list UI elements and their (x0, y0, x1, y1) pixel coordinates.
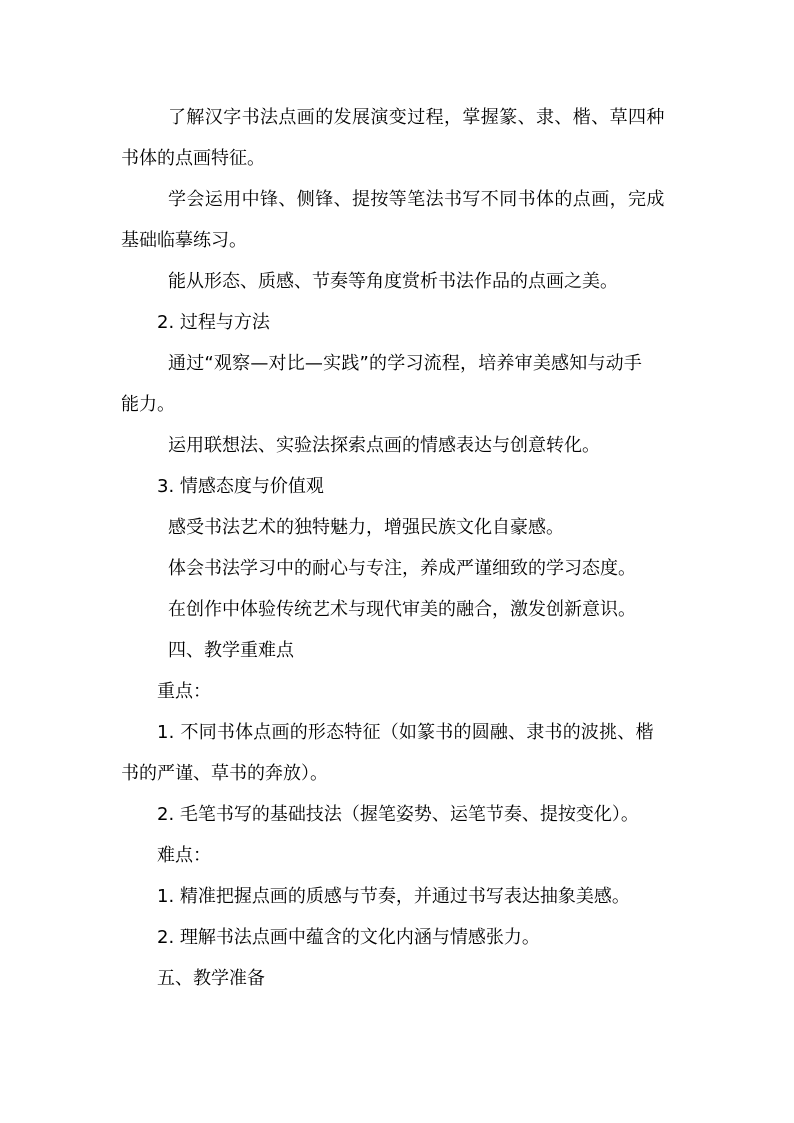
text-line: 2. 理解书法点画中蕴含的文化内涵与情感张力。 (157, 927, 540, 948)
text-line: 学会运用中锋、侧锋、提按等笔法书写不同书体的点画，完成 (168, 189, 665, 210)
text-line: 在创作中体验传统艺术与现代审美的融合，激发创新意识。 (168, 599, 636, 620)
text-line: 2. 过程与方法 (157, 312, 270, 333)
subsection-label: 重点： (157, 681, 211, 702)
section-heading: 五、教学准备 (157, 968, 265, 989)
text-line: 通过“观察—对比—实践”的学习流程，培养审美感知与动手 (168, 353, 643, 374)
text-line: 1. 精准把握点画的质感与节奏，并通过书写表达抽象美感。 (157, 886, 630, 907)
text-line: 能力。 (121, 394, 175, 415)
subsection-label: 难点： (157, 845, 211, 866)
text-line: 体会书法学习中的耐心与专注，养成严谨细致的学习态度。 (168, 558, 636, 579)
text-line: 2. 毛笔书写的基础技法（握笔姿势、运笔节奏、提按变化）。 (157, 804, 639, 825)
text-line: 3. 情感态度与价值观 (157, 476, 324, 497)
section-heading: 四、教学重难点 (168, 640, 294, 661)
text-line: 基础临摹练习。 (121, 230, 247, 251)
text-line: 运用联想法、实验法探索点画的情感表达与创意转化。 (168, 435, 600, 456)
text-line: 了解汉字书法点画的发展演变过程，掌握篆、隶、楷、草四种 (168, 107, 665, 128)
text-line: 书体的点画特征。 (121, 148, 265, 169)
text-line: 感受书法艺术的独特魅力，增强民族文化自豪感。 (168, 517, 564, 538)
text-line: 书的严谨、草书的奔放）。 (121, 763, 328, 784)
text-line: 1. 不同书体点画的形态特征（如篆书的圆融、隶书的波挑、楷 (157, 722, 654, 743)
text-line: 能从形态、质感、节奏等角度赏析书法作品的点画之美。 (168, 271, 618, 292)
